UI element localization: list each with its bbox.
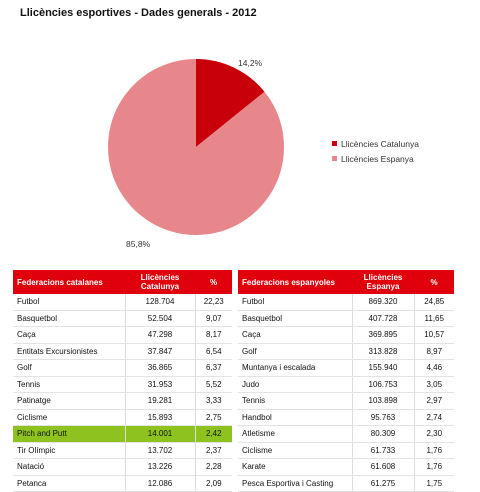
licence-count: 61.275 <box>352 475 414 492</box>
licence-percent: 1,76 <box>414 459 454 476</box>
table-row <box>238 442 454 459</box>
pie-label-espanya: 85,8% <box>126 239 151 249</box>
licence-count: 128.704 <box>125 294 195 310</box>
federation-name: Golf <box>238 343 352 360</box>
legend-label-catalunya: Llicències Catalunya <box>341 138 419 149</box>
licence-percent: 2,28 <box>195 459 232 476</box>
legend-label-espanya: Llicències Espanya <box>341 153 414 164</box>
table-federacions-catalanes <box>13 270 232 492</box>
legend-item-espanya <box>332 151 419 166</box>
table-row <box>238 360 454 377</box>
licence-count: 61.733 <box>352 442 414 459</box>
licence-percent: 6,54 <box>195 343 232 360</box>
licence-count: 369.895 <box>352 327 414 344</box>
federation-name: Tennis <box>13 376 125 393</box>
table-row <box>238 327 454 344</box>
licence-percent: 10,57 <box>414 327 454 344</box>
federation-name: Patinatge <box>13 393 125 410</box>
federation-name: Golf <box>13 360 125 377</box>
table-row <box>13 360 232 377</box>
header-percent: % <box>195 270 232 294</box>
header-llicencies-catalunya: Llicències Catalunya <box>125 270 195 294</box>
licence-percent: 4,46 <box>414 360 454 377</box>
pie-label-catalunya: 14,2% <box>238 58 263 68</box>
table-row <box>13 294 232 310</box>
table-row <box>13 459 232 476</box>
licence-count: 407.728 <box>352 310 414 327</box>
licence-count: 36.865 <box>125 360 195 377</box>
federation-name: Handbol <box>238 409 352 426</box>
licence-percent: 2,30 <box>414 426 454 443</box>
table-row <box>238 409 454 426</box>
licence-count: 61.608 <box>352 459 414 476</box>
header-llicencies-espanya: Llicències Espanya <box>352 270 414 294</box>
licence-percent: 2,97 <box>414 393 454 410</box>
federation-name: Tennis <box>238 393 352 410</box>
table-row <box>13 327 232 344</box>
table-federacions-espanyoles <box>238 270 454 492</box>
licence-count: 80.309 <box>352 426 414 443</box>
table-row <box>13 426 232 443</box>
header-federacions-catalanes: Federacions catalanes <box>13 270 125 294</box>
table-row <box>13 343 232 360</box>
licence-percent: 5,52 <box>195 376 232 393</box>
licence-percent: 2,74 <box>414 409 454 426</box>
federation-name: Basquetbol <box>238 310 352 327</box>
federation-name: Caça <box>238 327 352 344</box>
licence-percent: 24,85 <box>414 294 454 310</box>
table-row <box>238 459 454 476</box>
licence-count: 47.298 <box>125 327 195 344</box>
licence-count: 313.828 <box>352 343 414 360</box>
table-row <box>13 393 232 410</box>
federation-name: Petanca <box>13 475 125 492</box>
licence-count: 95.763 <box>352 409 414 426</box>
table-row <box>13 442 232 459</box>
licence-percent: 3,33 <box>195 393 232 410</box>
licence-percent: 3,05 <box>414 376 454 393</box>
federation-name: Caça <box>13 327 125 344</box>
federation-name: Judo <box>238 376 352 393</box>
federation-name: Natació <box>13 459 125 476</box>
licence-percent: 2,37 <box>195 442 232 459</box>
federation-name: Entitats Excursionistes <box>13 343 125 360</box>
licence-count: 15.893 <box>125 409 195 426</box>
licence-count: 31.953 <box>125 376 195 393</box>
table-row <box>238 475 454 492</box>
table-row <box>238 343 454 360</box>
licence-count: 12.086 <box>125 475 195 492</box>
table-row <box>238 426 454 443</box>
federation-name: Futbol <box>238 294 352 310</box>
federation-name: Muntanya i escalada <box>238 360 352 377</box>
table-row <box>13 409 232 426</box>
licence-count: 13.702 <box>125 442 195 459</box>
licence-count: 155.940 <box>352 360 414 377</box>
federation-name: Futbol <box>13 294 125 310</box>
licence-percent: 2,42 <box>195 426 232 443</box>
legend-item-catalunya <box>332 136 419 151</box>
table-row <box>13 475 232 492</box>
table-row <box>238 310 454 327</box>
table-row <box>238 393 454 410</box>
licence-count: 19.281 <box>125 393 195 410</box>
licence-percent: 8,97 <box>414 343 454 360</box>
table-row <box>238 294 454 310</box>
legend-swatch-catalunya <box>332 141 337 146</box>
licence-percent: 2,09 <box>195 475 232 492</box>
federation-name: Atletisme <box>238 426 352 443</box>
licence-percent: 6,37 <box>195 360 232 377</box>
licence-count: 37.847 <box>125 343 195 360</box>
legend <box>332 136 419 166</box>
licence-count: 869.320 <box>352 294 414 310</box>
licence-percent: 8,17 <box>195 327 232 344</box>
federation-name: Ciclisme <box>13 409 125 426</box>
licence-count: 103.898 <box>352 393 414 410</box>
header-federacions-espanyoles: Federacions espanyoles <box>238 270 352 294</box>
chart-title: Llicències esportives - Dades generals - 2012 <box>20 7 257 19</box>
header-percent: % <box>414 270 454 294</box>
licence-percent: 1,75 <box>414 475 454 492</box>
licence-percent: 2,75 <box>195 409 232 426</box>
table-row <box>238 376 454 393</box>
licence-count: 106.753 <box>352 376 414 393</box>
federation-name: Tir Olímpic <box>13 442 125 459</box>
federation-name: Pesca Esportiva i Casting <box>238 475 352 492</box>
licence-percent: 1,76 <box>414 442 454 459</box>
legend-swatch-espanya <box>332 156 337 161</box>
federation-name: Basquetbol <box>13 310 125 327</box>
table-row <box>13 376 232 393</box>
federation-name: Ciclisme <box>238 442 352 459</box>
licence-count: 52.504 <box>125 310 195 327</box>
federation-name: Pitch and Putt <box>13 426 125 443</box>
licence-percent: 22,23 <box>195 294 232 310</box>
licence-percent: 9,07 <box>195 310 232 327</box>
licence-percent: 11,65 <box>414 310 454 327</box>
table-row <box>13 310 232 327</box>
licence-count: 14.001 <box>125 426 195 443</box>
licence-count: 13.226 <box>125 459 195 476</box>
federation-name: Karate <box>238 459 352 476</box>
